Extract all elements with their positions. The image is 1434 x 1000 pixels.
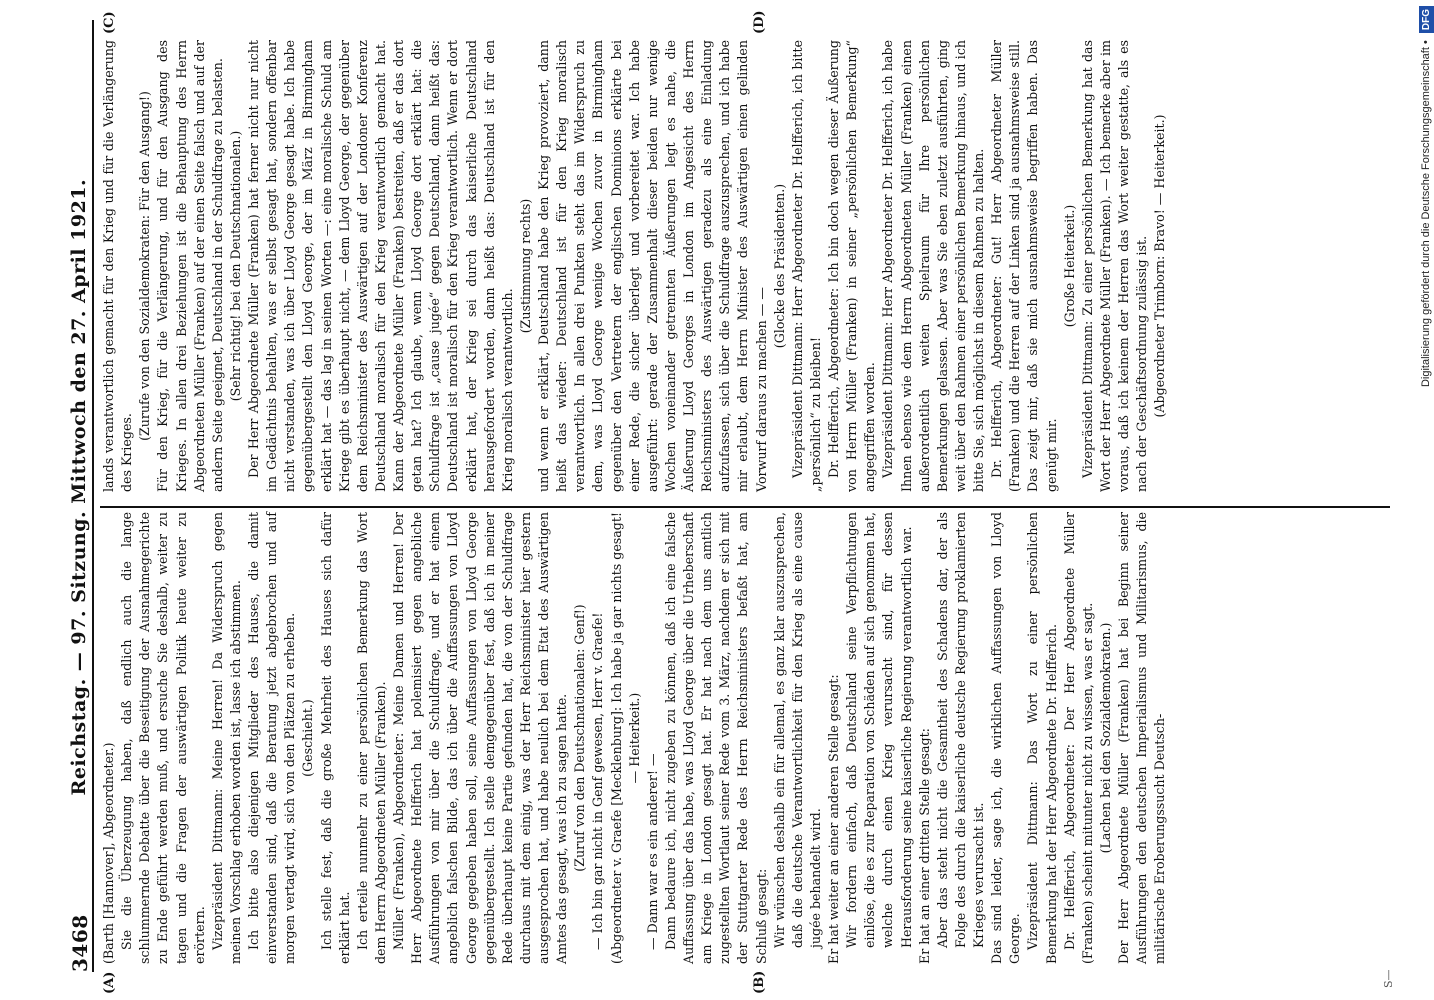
paragraph: Dr. Helfferich, Abgeordneter: Ich bin doch wegen dieser Äußerung von Herrn Müller (Franken) in seiner „persönlichen Bemerkung“ angegriffen worden. — [826, 40, 878, 492]
margin-marker-d: (D) — [752, 10, 767, 34]
footer-mark: S— — [1382, 969, 1395, 988]
stage-direction: (Abgeordneter v. Graefe [Mecklenburg]: Ich habe ja gar nichts gesagt! — Heiterkeit.) — [608, 512, 642, 964]
paragraph: Vizepräsident Dittmann: Herr Abgeordneter Dr. Helfferich, ich habe Ihnen ebenso wie dem Herrn Abgeordneten Müller (Franken) einen außerordentlich weiten Spielraum für Ihre persönlichen Bemerkungen gelassen. Aber was Sie eben zuletzt ausführten, ging weit über den Rahmen einer persönlichen Bemerkung hinaus, und ich bitte Sie, sich möglichst in diesem Rahmen zu halten. — [880, 40, 986, 492]
paragraph: Der Herr Abgeordnete Müller (Franken) hat bei Beginn seiner Ausführungen den deutschen Imperialismus und Militarismus, die militärische Eroberungssucht Deutsch- — [1116, 512, 1168, 964]
left-column — [100, 512, 1169, 964]
funding-text: Digitalisierung gefördert durch die Deutsche Forschungsgemeinschaft • — [1420, 40, 1432, 388]
paragraph: Vizepräsident Dittmann: Herr Abgeordneter Dr. Helfferich, ich bitte „persönlich“ zu bleiben! — [789, 40, 823, 492]
paragraph: Ich bitte also diejenigen Mitglieder des Hauses, die damit einverstanden sind, daß die Beratung jetzt abgebrochen und auf morgen vertagt wird, sich von den Plätzen zu erheben. — [246, 512, 298, 964]
page-title: Reichstag. — 97. Sitzung. Mittwoch den 27. April 1921. — [68, 178, 90, 796]
stage-direction: (Geschieht.) — [300, 699, 316, 777]
stage-direction: (Lachen bei den Sozialdemokraten.) — [1097, 622, 1113, 854]
margin-marker-a: (A) — [102, 971, 117, 994]
paragraph: — Ich bin gar nicht in Genf gewesen, Herr v. Graefe! — [590, 612, 606, 950]
margin-marker-b: (B) — [752, 970, 767, 994]
paragraph: Der Herr Abgeordnete Müller (Franken) hat ferner nicht nur nicht im Gedächtnis behalten, was er selbst gesagt hat, sondern offenbar nicht verstanden, was ich über Lloyd George gesagt habe. Ich habe gegenübergestellt den Lloyd George, der im März in Birmingham erklärt hat — das lag in seinen Worten —: eine moralische Schuld am Kriege gibt es überhaupt nicht, — dem Lloyd George, der gegenüber dem Reichsminister des Auswärtigen auf der Londoner Konferenz Deutschland moralisch für den Krieg verantwortlich gemacht hat. Kann der Abgeordnete Müller (Franken) bestreiten, daß er das dort getan hat? Ich glaube, wenn Lloyd George dort erklärt hat: die Schuldfrage ist „cause jugée“ gegen Deutschland, dann heißt das: Deutschland ist moralisch für den Krieg verantwortlich. Wenn er dort erklärt hat, der Krieg sei durch das kaiserliche Deutschland herausgefordert worden, dann heißt das: Deutschland ist für den Krieg moralisch verantwortlich. — [246, 40, 515, 492]
paragraph: Dann bedaure ich, nicht zugeben zu können, daß ich eine falsche Auffassung über das habe, was Lloyd George über die Urheberschaft am Kriege in London gesagt hat. Er hat nach dem uns amtlich zugestellten Wortlaut seiner Rede vom 3. März, nachdem er sich mit der Stuttgarter Rede des Herrn Reichsministers befaßt hat, am Schluß gesagt: — [662, 512, 769, 964]
paragraph: Er hat weiter an einer anderen Stelle gesagt: — [826, 674, 841, 964]
funding-note — [1418, 0, 1434, 1000]
document-page — [52, 0, 1412, 1000]
paragraph: Müller (Franken), Abgeordneter: Meine Damen und Herren! Der Herr Abgeordnete Helfferich hat polemisiert gegen angebliche Ausführungen von mir über die Schuldfrage, und er hat einem angeblich falschen Bilde, das ich über die Auffassungen von Lloyd George gegeben haben soll, seine Auffassungen von Lloyd George gegenübergestellt. Ich stelle demgegenüber fest, daß ich in meiner Rede überhaupt keine Partie gefunden hat, die von der Schuldfrage durchaus mit dem einig, was der Herr Reichsminister hier gestern ausgesprochen hat, und habe neulich bei dem Etat des Auswärtigen Amtes das gesagt, was ich zu sagen hatte. — [391, 512, 570, 964]
paragraph: Sie die Überzeugung haben, daß endlich auch die lange schlummernde Debatte über die Beseitigung der Ausnahmegerichte zu Ende geführt werden muß, und ersuche Sie deshalb, weiter zu tagen und die Fragen der auswärtigen Politik heute weiter zu erörtern. — [119, 512, 207, 964]
paragraph: Dr. Helfferich, Abgeordneter: Der Herr Abgeordnete Müller (Franken) scheint mitunter nicht zu wissen, was er sagt. — [1061, 512, 1095, 964]
page-header — [58, 20, 94, 972]
paragraph: Ich erteile nunmehr zu einer persönlichen Bemerkung das Wort dem Herrn Abgeordneten Müller (Franken). — [354, 512, 388, 964]
quotation: Wir fordern einfach, daß Deutschland seine Verpflichtungen einlöse, die es zur Reparation von Schäden auf sich genommen hat, welche durch einen Krieg verursacht sind, für dessen Herausforderung seine kaiserliche Regierung verantwortlich war. — [844, 512, 914, 948]
funding-sidebar — [1418, 0, 1434, 1000]
stage-direction: (Glocke des Präsidenten.) — [771, 183, 787, 349]
stage-direction: (Zuruf von den Deutschnationalen: Genf!) — [572, 604, 588, 872]
paragraph: Ich stelle fest, daß die große Mehrheit des Hauses sich dafür erklärt hat. — [318, 512, 352, 964]
paragraph: (Barth [Hannover], Abgeordneter.) — [101, 742, 116, 964]
column-divider — [100, 506, 1390, 508]
stage-direction: (Zurufe von den Sozialdemokraten: Für den Ausgang!) — [137, 91, 153, 441]
page-number: 3468 — [68, 914, 92, 972]
stage-direction: (Große Heiterkeit.) — [1061, 204, 1077, 328]
paragraph: Vizepräsident Dittmann: Zu einer persönlichen Bemerkung hat das Wort der Herr Abgeordnete Müller (Franken). — Ich bemerke aber im voraus, daß ich keinem der Herren das Wort weiter gestatte, als es nach der Geschäftsordnung zulässig ist. — [1079, 40, 1150, 492]
paragraph: Vizepräsident Dittmann: Das Wort zu einer persönlichen Bemerkung hat der Herr Abgeordnete Dr. Helfferich. — [1025, 512, 1059, 964]
paragraph: lands verantwortlich gemacht für den Krieg und für die Verlängerung des Krieges. — [101, 40, 135, 492]
right-column — [100, 40, 1169, 492]
stage-direction: (Sehr richtig! bei den Deutschnationalen.) — [227, 130, 243, 402]
paragraph: Das sind leider, sage ich, die wirklichen Auffassungen von Lloyd George. — [989, 512, 1023, 964]
paragraph: — Dann war es ein anderer! — — [644, 753, 660, 950]
quotation: Aber das steht nicht die Gesamtheit des Schadens dar, der als Folge des durch die kaiserliche deutsche Regierung proklamierten Krieges verursacht ist. — [934, 512, 986, 948]
paragraph: Er hat an einer dritten Stelle gesagt: — [916, 728, 932, 964]
dfg-logo: DFG — [1419, 6, 1434, 33]
stage-direction: (Abgeordneter Trimborn: Bravo! — Heiterkeit.) — [1152, 114, 1168, 418]
stage-direction: (Zustimmung rechts) — [517, 198, 533, 334]
paragraph: Für den Krieg, für die Verlängerung, und für den Ausgang des Krieges. In allen drei Beziehungen ist die Behauptung des Herrn Abgeordneten Müller (Franken) auf der einen Seite falsch und auf der andern Seite geeignet, Deutschland in der Schuldfrage zu belasten. — [155, 40, 225, 492]
paragraph: Vizepräsident Dittmann: Meine Herren! Da Widerspruch gegen meinen Vorschlag erhoben worden ist, lasse ich abstimmen. — [209, 512, 243, 964]
quotation: Wir wünschen deshalb ein für allemal, es ganz klar auszusprechen, daß die deutsche Verantwortlichkeit für den Krieg als eine cause jugée behandelt wird. — [771, 512, 823, 948]
paragraph: und wenn er erklärt, Deutschland habe den Krieg provoziert, dann heißt das wieder: Deutschland ist für den Krieg moralisch verantwortlich. In allen drei Punkten steht das im Widerspruch zu dem, was Lloyd George wenige Wochen zuvor in Birmingham gegenüber den Vertretern der englischen Dominions erklärte bei einer Rede, die sicher überlegt und vorbereitet war. Ich habe ausgeführt: gerade der Zusammenhalt dieser beiden nur wenige Wochen voneinander getrennten Äußerungen legt es nahe, die Äußerung Lloyd Georges in London im Angesicht des Herrn Reichsministers des Auswärtigen geradezu als eine Einladung aufzufassen, sich über die Schuldfrage auszusprechen, und ich habe mir erlaubt, dem Herrn Minister des Auswärtigen einen gelinden Vorwurf daraus zu machen — — — [536, 40, 769, 492]
margin-marker-c: (C) — [102, 11, 117, 34]
paragraph: Dr. Helfferich, Abgeordneter: Gut! Herr Abgeordneter Müller (Franken) und die Herren auf der Linken sind ja ausnahmsweise still. Das zeigt mir, daß sie mich ausnahmsweise begriffen haben. Das genügt mir. — [989, 40, 1059, 492]
